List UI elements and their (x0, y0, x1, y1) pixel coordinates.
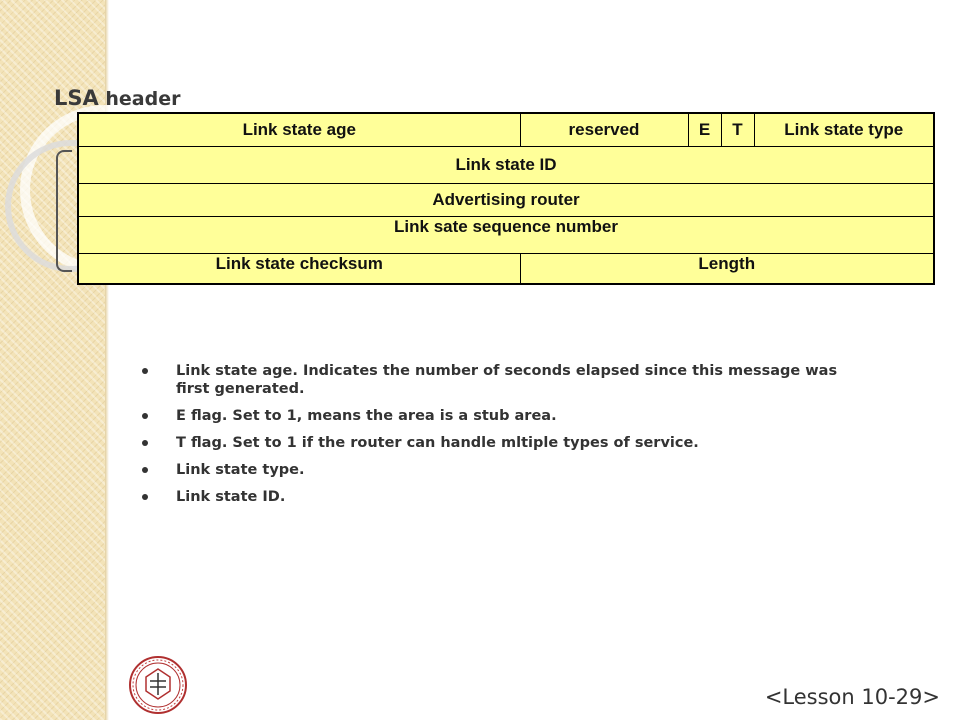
table-row (78, 254, 934, 285)
note-text: Link state ID. (176, 489, 286, 505)
list-item (140, 488, 870, 506)
bullet-icon (142, 413, 148, 419)
note-text: Link state age. Indicates the number of seconds elapsed since this message was first generated. (176, 363, 838, 397)
field-e-flag: E (688, 113, 721, 147)
field-link-state-id: Link state ID (78, 147, 934, 184)
note-text: T flag. Set to 1 if the router can handle mltiple types of service. (176, 435, 699, 451)
bullet-icon (142, 368, 148, 374)
field-checksum: Link state checksum (78, 254, 520, 285)
university-seal-icon (128, 655, 188, 715)
bullet-icon (142, 494, 148, 500)
table-row (78, 113, 934, 147)
title-rest: header (98, 88, 181, 110)
list-item (140, 407, 870, 425)
header-bracket (56, 150, 72, 272)
field-length: Length (520, 254, 934, 285)
slide-title (54, 86, 180, 110)
lsa-header-table (77, 112, 935, 285)
lesson-label: <Lesson 10-29> (764, 685, 940, 709)
field-advertising-router: Advertising router (78, 184, 934, 217)
bullet-icon (142, 440, 148, 446)
note-text: Link state type. (176, 462, 305, 478)
list-item (140, 461, 870, 479)
list-item (140, 362, 870, 398)
note-text: E flag. Set to 1, means the area is a stub area. (176, 408, 557, 424)
table-row (78, 184, 934, 217)
field-link-state-age: Link state age (78, 113, 520, 147)
field-t-flag: T (721, 113, 754, 147)
bullet-icon (142, 467, 148, 473)
list-item (140, 434, 870, 452)
field-sequence-number: Link sate sequence number (78, 217, 934, 254)
table-row (78, 147, 934, 184)
notes-list (140, 362, 870, 515)
title-prefix: LSA (54, 86, 99, 110)
table-row (78, 217, 934, 254)
field-reserved: reserved (520, 113, 688, 147)
field-link-state-type: Link state type (754, 113, 934, 147)
